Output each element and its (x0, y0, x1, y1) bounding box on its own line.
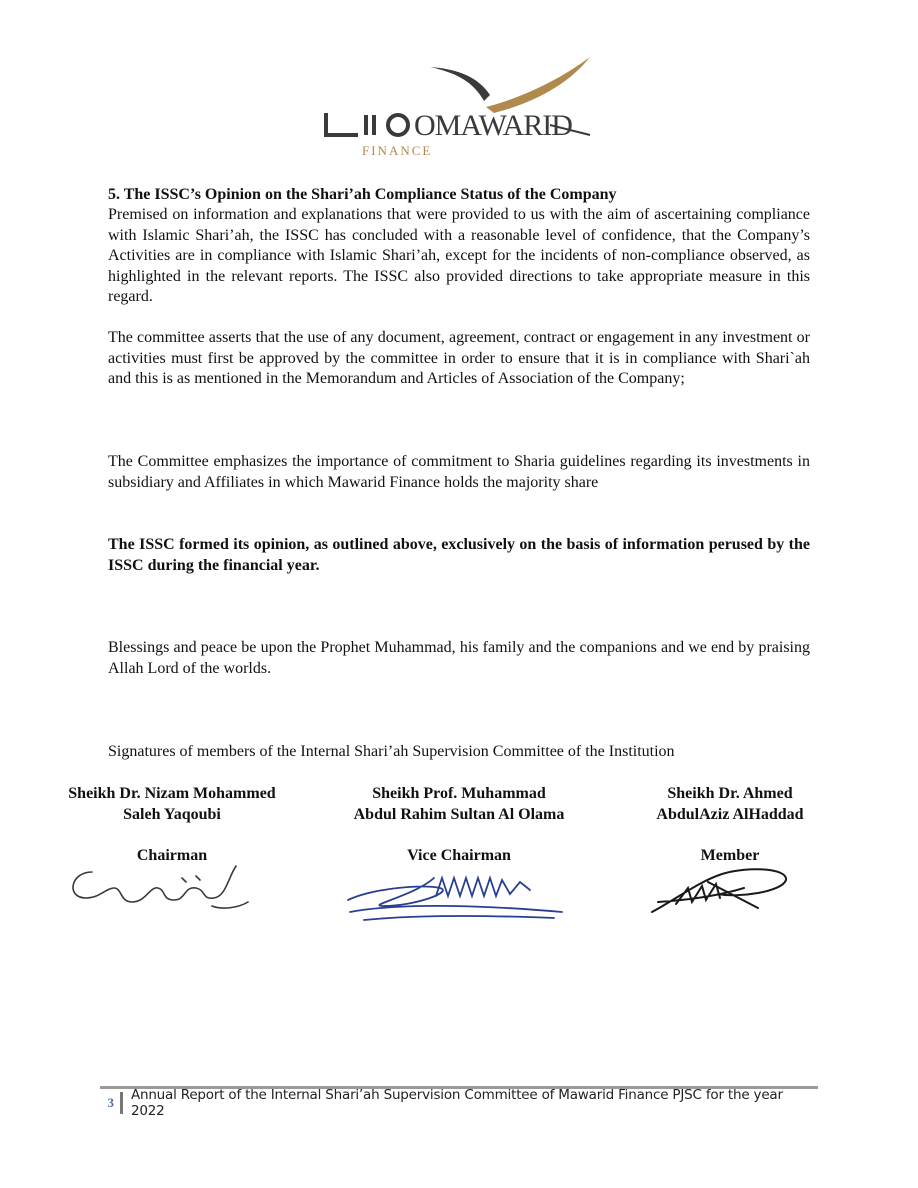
page-number: 3 (107, 1095, 114, 1110)
paragraph-opinion: Premised on information and explanations that were provided to us with the aim of ascertaining compliance with Islamic Shari’ah, the ISSC has concluded with a reasonable level of confidence, that the Company’s Activities are in compliance with Islamic Shari’ah, except for the incidents of non-compliance observed, as highlighted in the relevant reports. The ISSC also provided directions to take appropriate measure in this regard. (108, 206, 810, 305)
footer-divider (120, 1092, 123, 1114)
signatory-role: Member (700, 847, 760, 864)
signatory-role: Vice Chairman (407, 847, 511, 864)
section-heading: 5. The ISSC’s Opinion on the Shari’ah Compliance Status of the Company (108, 186, 617, 203)
member-signature-icon (648, 858, 798, 918)
logo-finance-text: FINANCE (362, 143, 433, 158)
signatory-name-line2: AbdulAziz AlHaddad (656, 806, 804, 823)
footer-text: Annual Report of the Internal Shari’ah Supervision Committee of Mawarid Finance PJSC for the year 2022 (130, 1087, 783, 1119)
paragraph-issc-basis: The ISSC formed its opinion, as outlined above, exclusively on the basis of information perused by the ISSC during the financial year. (108, 536, 810, 574)
signatory-name-line1: Sheikh Prof. Muhammad (372, 785, 546, 802)
svg-text:OMAWARID: OMAWARID (414, 109, 572, 142)
logo-mark-icon (318, 55, 598, 167)
paragraph-committee-approval: The committee asserts that the use of any document, agreement, contract or engagement in any investment or activities must first be approved by the committee in order to ensure that it is in compliance with Shari`ah and this is as mentioned in the Memorandum and Articles of Association of the Company; (108, 329, 810, 387)
signatory-role: Chairman (136, 847, 208, 864)
signatory-chairman (50, 783, 294, 866)
mawarid-finance-logo (318, 55, 598, 167)
signatory-name-line1: Sheikh Dr. Nizam Mohammed (68, 785, 276, 802)
vice-chairman-signature-icon (344, 866, 574, 932)
page-footer (100, 1086, 818, 1119)
signatory-member (642, 783, 818, 866)
paragraph-sharia-guidelines: The Committee emphasizes the importance of commitment to Sharia guidelines regarding its investments in subsidiary and Affiliates in which Mawarid Finance holds the majority share (108, 453, 810, 491)
signatory-name-line2: Saleh Yaqoubi (123, 806, 221, 823)
chairman-signature-icon (62, 858, 262, 918)
signatory-name-line1: Sheikh Dr. Ahmed (667, 785, 793, 802)
signatory-vice-chairman (330, 783, 588, 866)
paragraph-blessings: Blessings and peace be upon the Prophet Muhammad, his family and the companions and we end by praising Allah Lord of the worlds. (108, 639, 810, 677)
paragraph-signatures-intro: Signatures of members of the Internal Shari’ah Supervision Committee of the Institution (108, 743, 675, 760)
signatory-name-line2: Abdul Rahim Sultan Al Olama (353, 806, 565, 823)
